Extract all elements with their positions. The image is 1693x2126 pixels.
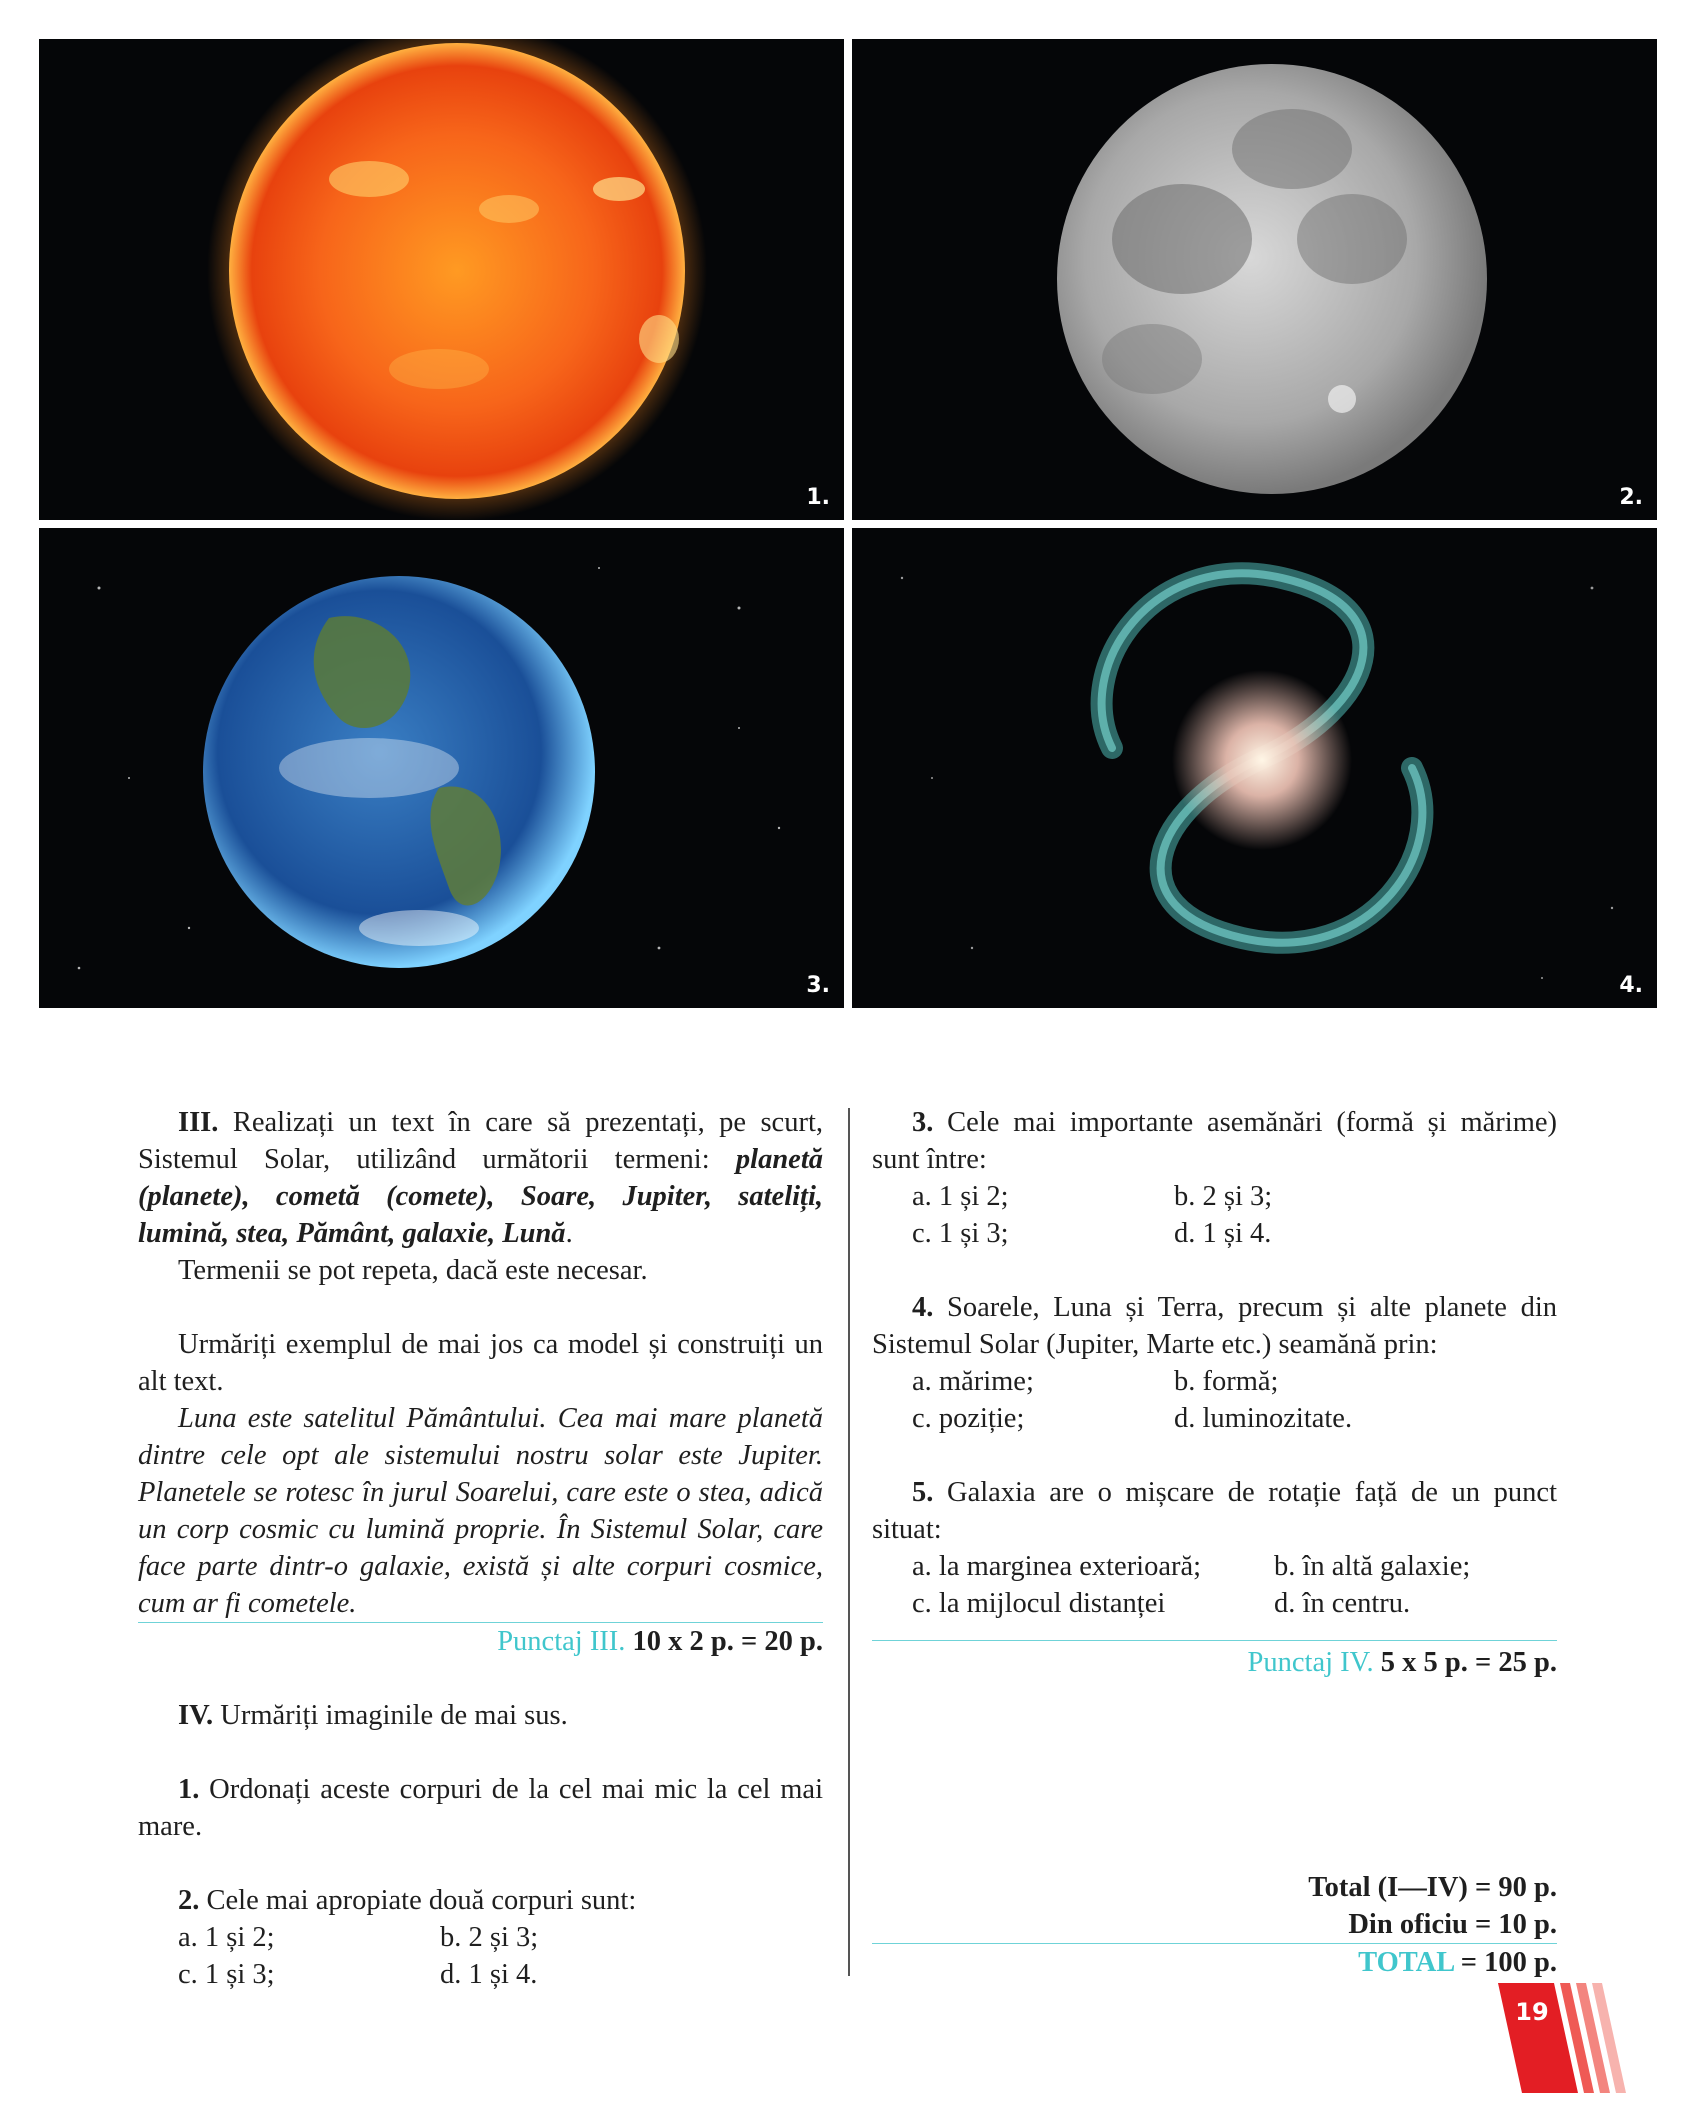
question-2-options-row-1 [138,1919,823,1956]
question-4-options-row-2 [872,1400,1557,1437]
image-galaxy [852,528,1657,1008]
grand-total: TOTAL = 100 p. [1358,1947,1557,1978]
question-2-options-row-2 [138,1956,823,1993]
option[interactable]: c. 1 și 3; [912,1218,1009,1249]
option[interactable]: d. 1 și 4. [1174,1218,1272,1249]
option[interactable]: a. mărime; [912,1366,1034,1397]
image-number: 1. [806,485,830,510]
total-i-iv: Total (I—IV) = 90 p. [1308,1872,1557,1903]
page-number: 19 [1515,1998,1549,2026]
score-iii: Punctaj III. 10 x 2 p. = 20 p. [497,1626,823,1657]
column-divider [848,1108,850,1976]
option[interactable]: c. poziție; [912,1403,1025,1434]
example-text: Luna este satelitul Pământului. Cea mai mare planetă dintre cele opt ale sistemului nostru solar este Jupiter. Planetele se rotesc în jurul Soarelui, care este o stea, adică un corp cosmic cu lumină proprie. În Sistemul Solar, care face parte dintr-o galaxie, există și alte corpuri cosmice, cum ar fi cometele. [138,1403,823,1619]
image-number: 2. [1619,485,1643,510]
question-4-options-row-1 [872,1363,1557,1400]
option[interactable]: d. în centru. [1274,1588,1411,1619]
image-earth [39,528,844,1008]
right-column [872,1104,1557,1681]
option[interactable]: b. 2 și 3; [1174,1181,1273,1212]
score-rule [872,1640,1557,1641]
option[interactable]: a. 1 și 2; [178,1922,275,1953]
image-moon [852,39,1657,520]
question-2: 2. Cele mai apropiate două corpuri sunt: [178,1885,637,1916]
repeat-note: Termenii se pot repeta, dacă este necesar. [178,1255,648,1286]
left-column [138,1104,823,1993]
exercise-iv-prompt: IV. Urmăriți imaginile de mai sus. [178,1700,568,1731]
option[interactable]: b. în altă galaxie; [1274,1551,1471,1582]
option[interactable]: d. 1 și 4. [440,1959,538,1990]
option[interactable]: d. luminozitate. [1174,1403,1353,1434]
option[interactable]: b. formă; [1174,1366,1279,1397]
option[interactable]: c. la mijlocul distanței [912,1588,1166,1619]
question-1: 1. Ordonați aceste corpuri de la cel mai mic la cel mai mare. [138,1774,823,1842]
model-instruction: Urmăriți exemplul de mai jos ca model și construiți un alt text. [138,1329,823,1397]
question-3: 3. Cele mai importante asemănări (formă și mărime) sunt între: [872,1107,1557,1175]
galaxy-illustration [852,528,1657,1008]
option[interactable]: c. 1 și 3; [178,1959,275,1990]
totals [872,1869,1557,1981]
question-5: 5. Galaxia are o mișcare de rotație față de un punct situat: [872,1477,1557,1545]
question-3-options-row-1 [872,1178,1557,1215]
image-number: 4. [1619,973,1643,998]
image-sun [39,39,844,520]
question-5-options-row-1 [872,1548,1557,1585]
sun-illustration [39,39,844,520]
question-5-options-row-2 [872,1585,1557,1622]
question-4: 4. Soarele, Luna și Terra, precum și alte planete din Sistemul Solar (Jupiter, Marte etc.) seamănă prin: [872,1292,1557,1360]
earth-illustration [39,528,844,1008]
option[interactable]: b. 2 și 3; [440,1922,539,1953]
image-number: 3. [806,973,830,998]
question-3-options-row-2 [872,1215,1557,1252]
exercise-iii-prompt: III. Realizați un text în care să prezentați, pe scurt, Sistemul Solar, utilizând următorii termeni: planetă (planete), cometă (comete), Soare, Jupiter, sateliți, lumină, stea, Pământ, galaxie, Lună. [138,1107,823,1249]
din-oficiu: Din oficiu = 10 p. [1348,1909,1557,1940]
score-iv: Punctaj IV. 5 x 5 p. = 25 p. [1247,1647,1557,1678]
option[interactable]: a. 1 și 2; [912,1181,1009,1212]
option[interactable]: a. la marginea exterioară; [912,1551,1202,1582]
moon-illustration [852,39,1657,520]
